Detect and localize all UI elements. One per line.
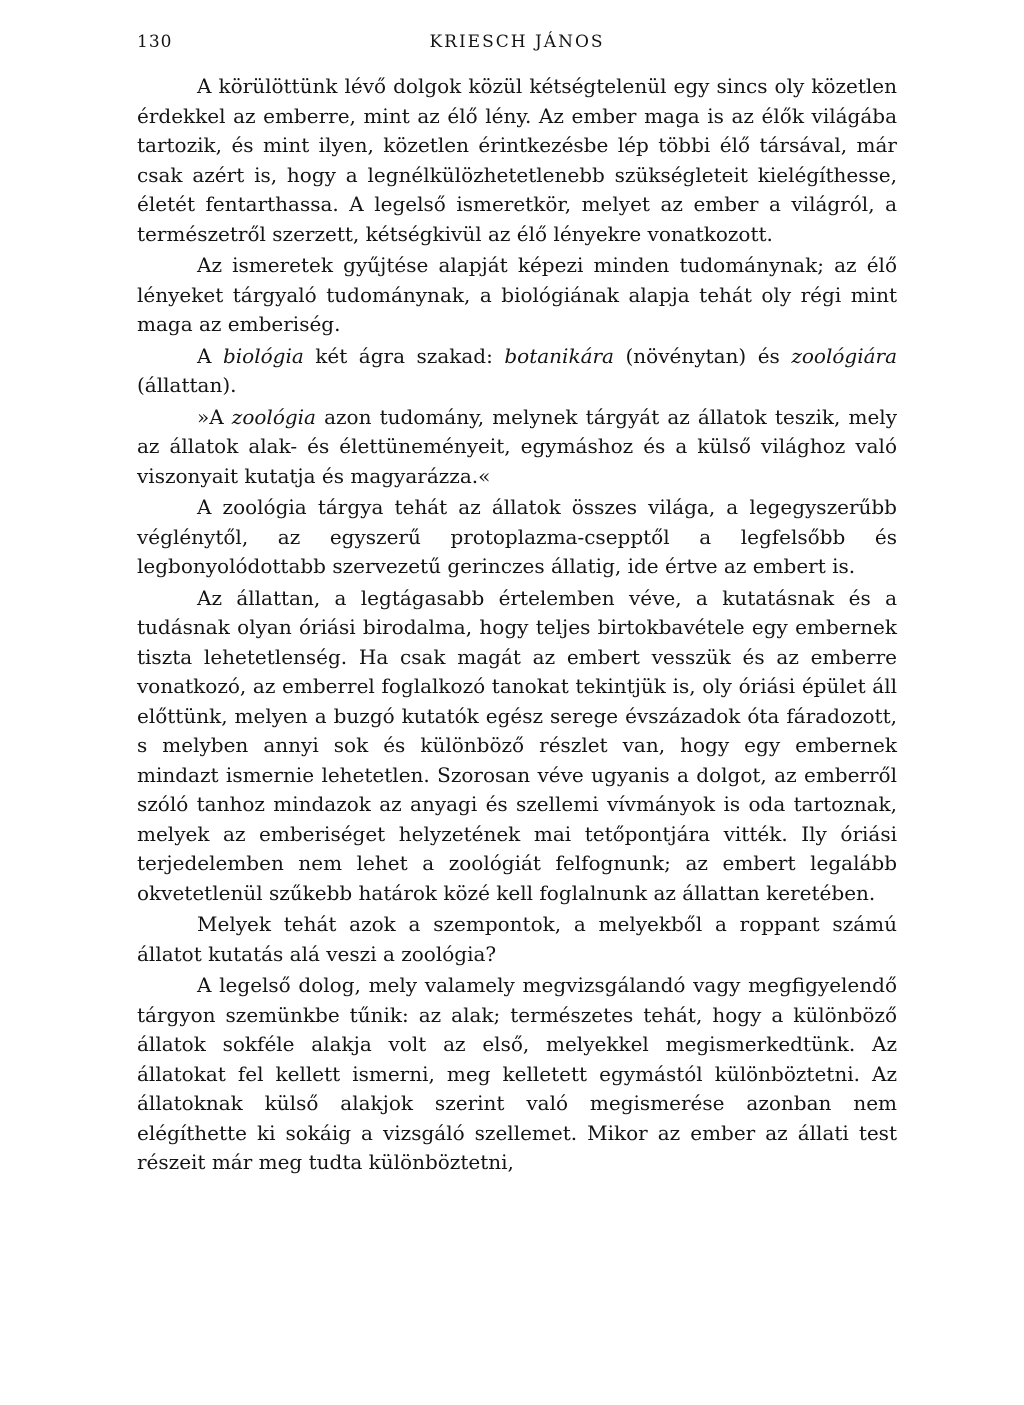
paragraph: Az ismeretek gyűjtése alapját képezi minden tudománynak; az élő lényeket tárgyaló tudománynak, a biológiának alapja tehát oly régi mint maga az emberiség. — [137, 253, 897, 336]
page-header — [137, 30, 897, 60]
paragraph: A zoológia tárgya tehát az állatok összes világa, a legegyszerűbb véglénytől, az egyszerű protoplazma-csepptől a legfelsőbb és legbonyolódottabb szervezetű gerinczes állatig, ide értve az embert is. — [137, 495, 897, 578]
paragraph: Melyek tehát azok a szempontok, a melyekből a roppant számú állatot kutatás alá veszi a zoológia? — [137, 912, 897, 966]
italic-term: zoológiára — [791, 343, 897, 368]
paragraph: A körülöttünk lévő dolgok közül kétségtelenül egy sincs oly közetlen érdekkel az emberre, mint az élő lény. Az ember maga is az élők világába tartozik, és mint ilyen, közetlen érintkezésbe lép többi élő társával, már csak azért is, hogy a legnélkülözhetetlenebb szükségleteit kielégíthesse, életét fentarthassa. A legelső ismeretkör, melyet az ember a világról, a természetről szerzett, kétségkivül az élő lényekre vonatkozott. — [137, 74, 897, 246]
text-run: A — [197, 343, 223, 368]
paragraph — [137, 403, 897, 492]
text-run: (növénytan) és — [613, 343, 792, 368]
text-run: »A — [197, 404, 232, 429]
text-run: (állattan). — [137, 373, 237, 397]
paragraph — [137, 342, 897, 401]
text-run: azon tudomány, melynek tárgyát az állatok teszik, mely az állatok alak- és élettüneményeit, egymáshoz és a külső világhoz való viszonyait kutatja és magyarázza.« — [137, 404, 898, 488]
paragraph: Az állattan, a legtágasabb értelemben véve, a kutatásnak és a tudásnak olyan óriási birodalma, hogy teljes birtokbavétele egy embernek tiszta lehetetlenség. Ha csak magát az embert vesszük és az emberre vonatkozó, az emberrel foglalkozó tanokat tekintjük is, oly óriási épület áll előttünk, melyen a buzgó kutatók egész serege évszázadok óta fáradozott, s melyben annyi sok és különböző részlet van, hogy egy embernek mindazt ismernie lehetetlen. Szorosan véve ugyanis a dolgot, az emberről szóló tanhoz mindazok az anyagi és szellemi vívmányok is oda tartoznak, melyek az emberiséget helyzetének mai tetőpontjára vitték. Ily óriási terjedelemben nem lehet a zoológiát felfognunk; az embert legalább okvetetlenül szűkebb határok közé kell foglalnunk az állattan keretében. — [137, 585, 897, 905]
italic-term: zoológia — [231, 404, 316, 429]
text-run: két ágra szakad: — [303, 343, 505, 368]
italic-term: botanikára — [504, 343, 614, 368]
italic-term: biológia — [222, 343, 304, 368]
book-page — [137, 30, 897, 1180]
running-head: KRIESCH JÁNOS — [429, 32, 605, 52]
body-text — [137, 72, 897, 1178]
paragraph: A legelső dolog, mely valamely megvizsgálandó vagy megfigyelendő tárgyon szemünkbe tűnik: az alak; természetes tehát, hogy a különböző állatok sokféle alakja volt az első, melyekkel megismerkedtünk. Az állatokat fel kellett ismerni, meg kelletett egymástól különböztetni. Az állatoknak külső alakjok szerint való megismerése azonban nem elégíthette ki sokáig a vizsgáló szellemet. Mikor az ember az állati test részeit már meg tudta különböztetni, — [137, 973, 897, 1174]
page-number: 130 — [137, 32, 173, 52]
